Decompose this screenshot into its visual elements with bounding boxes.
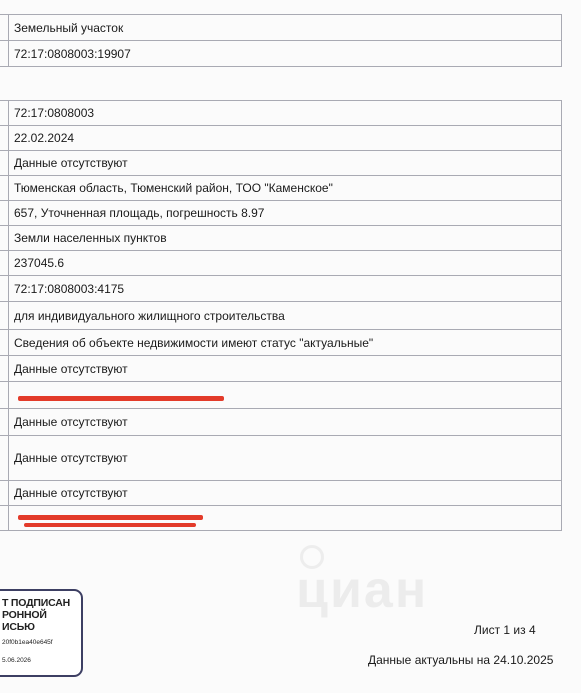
table-row xyxy=(0,226,562,251)
page-counter: Лист 1 из 4 xyxy=(474,623,536,637)
redaction-mark xyxy=(18,396,224,401)
signature-stamp xyxy=(0,589,83,677)
value-cell: для индивидуального жилищного строительства xyxy=(9,302,562,330)
table-row xyxy=(0,15,562,41)
value-cell: 22.02.2024 xyxy=(9,126,562,151)
table-row xyxy=(0,436,562,481)
value-cell: 72:17:0808003 xyxy=(9,101,562,126)
value-cell: Земли населенных пунктов xyxy=(9,226,562,251)
value-cell: Данные отсутствуют xyxy=(9,409,562,436)
stamp-line: Т ПОДПИСАН xyxy=(2,597,70,609)
table-row xyxy=(0,41,562,67)
table-row xyxy=(0,409,562,436)
table-row xyxy=(0,101,562,126)
land-plot-details-table xyxy=(0,100,562,531)
table-row xyxy=(0,481,562,506)
stamp-line: РОННОЙ xyxy=(2,609,47,621)
table-row xyxy=(0,176,562,201)
table-row xyxy=(0,251,562,276)
table-row xyxy=(0,330,562,356)
value-cell: Данные отсутствуют xyxy=(9,356,562,382)
label-cell xyxy=(0,15,9,41)
watermark: циан xyxy=(296,561,429,619)
value-cell: 657, Уточненная площадь, погрешность 8.97 xyxy=(9,201,562,226)
table-row xyxy=(0,276,562,302)
value-cell: Тюменская область, Тюменский район, ТОО "Каменское" xyxy=(9,176,562,201)
value-cell: 72:17:0808003:4175 xyxy=(9,276,562,302)
table-row xyxy=(0,356,562,382)
land-plot-header-table xyxy=(0,14,562,67)
redacted-cell xyxy=(9,382,562,409)
table-row xyxy=(0,126,562,151)
value-cell: Сведения об объекте недвижимости имеют статус "актуальные" xyxy=(9,330,562,356)
value-cell: Данные отсутствуют xyxy=(9,481,562,506)
stamp-line: ИСЬЮ xyxy=(2,621,35,633)
redaction-mark xyxy=(18,515,203,520)
value-cell: Земельный участок xyxy=(9,15,562,41)
value-cell: 237045.6 xyxy=(9,251,562,276)
table-row xyxy=(0,302,562,330)
label-cell xyxy=(0,41,9,67)
table-row xyxy=(0,201,562,226)
actuality-date: Данные актуальны на 24.10.2025 xyxy=(368,653,554,667)
stamp-validity: 5.06.2026 xyxy=(2,657,31,664)
value-cell: Данные отсутствуют xyxy=(9,436,562,481)
value-cell: 72:17:0808003:19907 xyxy=(9,41,562,67)
table-row xyxy=(0,382,562,409)
redaction-mark xyxy=(24,523,196,527)
stamp-certificate: 20f0b1ea40e645f xyxy=(2,639,53,646)
table-row xyxy=(0,151,562,176)
value-cell: Данные отсутствуют xyxy=(9,151,562,176)
